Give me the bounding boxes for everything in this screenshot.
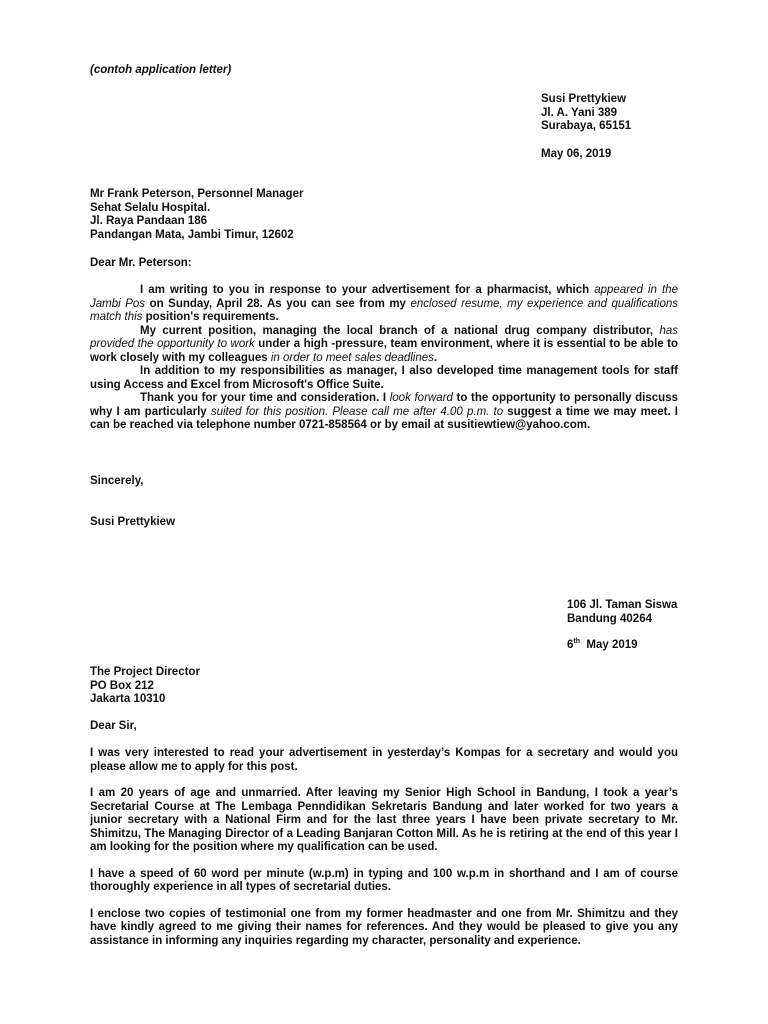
paragraph-1: I am writing to you in response to your advertisement for a pharmacist, which appeared in the Jambi Pos on Sunday, April 28. As you can see from my enclosed resume, my experience and qualifications match this position's requirements.: [90, 284, 679, 323]
letter-heading: (contoh application letter): [90, 64, 232, 76]
salutation: Dear Mr. Peterson:: [90, 257, 192, 269]
letter-date: May 06, 2019: [541, 148, 612, 160]
paragraph-4: I enclose two copies of testimonial one from my former headmaster and one from Mr. Shimitzu and they have kindly agreed to me giving their names for references. And they would be pleased to give you any assistance in informing any inquiries regarding my character, personality and experience.: [90, 907, 678, 947]
paragraph-2: My current position, managing the local branch of a national drug company distributor, has provided the opportunity to work under a high -pressure, team environment, where it is essential to be able to work closely with my colleagues in order to meet sales deadlines.: [90, 324, 678, 364]
paragraph-1: I was very interested to read your advertisement in yesterday’s Kompas for a secretary and would you please allow me to apply for this post.: [90, 747, 678, 773]
recipient-address: Mr Frank Peterson, Personnel Manager Sehat Selalu Hospital. Jl. Raya Pandaan 186 Pandangan Mata, Jambi Timur, 12602: [90, 188, 304, 241]
signature: Susi Prettykiew: [90, 516, 176, 528]
letter-date-2: 6th May 2019: [567, 638, 638, 651]
paragraph-3: I have a speed of 60 word per minute (w.p.m) in typing and 100 w.p.m in shorthand and I am of course thoroughly experience in all types of secretarial duties.: [90, 867, 678, 893]
paragraph-4: Thank you for your time and consideration. I look forward to the opportunity to personally discuss why I am particularly suited for this position. Please call me after 4.00 p.m. to suggest a time we may meet. I can be reached via telephone number 0721-858564 or by email at susitiewtiew@yahoo.com.: [90, 392, 679, 431]
paragraph-3: In addition to my responsibilities as manager, I also developed time management tools for staff using Access and Excel from Microsoft's Office Suite.: [90, 365, 678, 391]
sender-address-2: 106 Jl. Taman Siswa Bandung 40264: [567, 599, 678, 625]
letter2-body: [90, 747, 678, 948]
closing: Sincerely,: [90, 475, 144, 487]
letter1-body: [90, 284, 678, 433]
salutation-2: Dear Sir,: [90, 720, 137, 732]
sender-address: Susi Prettykiew Jl. A. Yani 389 Surabaya, 65151: [541, 93, 632, 132]
paragraph-2: I am 20 years of age and unmarried. After leaving my Senior High School in Bandung, I took a year’s Secretarial Course at The Lembaga Penndidikan Sekretaris Bandung and later worked for two years a junior secretary with a National Firm and for the last three years I have been private secretary to Mr. Shimitzu, The Managing Director of a Leading Banjaran Cotton Mill. As he is retiring at the end of this year I am looking for the position where my qualification can be used.: [90, 787, 678, 853]
recipient-address-2: The Project Director PO Box 212 Jakarta 10310: [90, 666, 200, 705]
